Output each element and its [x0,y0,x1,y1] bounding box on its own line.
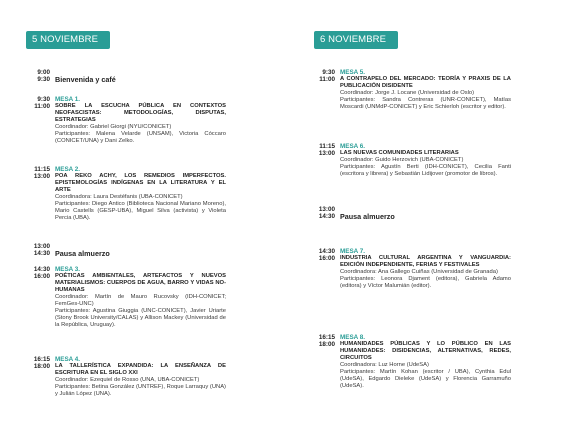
end-time: 11:00 [34,103,50,111]
session-label: MESA 4. [55,356,80,363]
session-label: MESA 5. [340,69,365,76]
start-time: 14:30 [33,266,50,273]
start-time: 9:30 [37,96,50,103]
end-time: 13:00 [318,150,335,158]
participants: Participantes: Sandra Contreras (UNR-CONICET), Matías Moscardi (UNMdP-CONICET) y Eric Schierloh (escritor y editor). [340,97,511,111]
break-title: Pausa almuerzo [55,249,110,258]
participants: Participantes: Martín Kohan (escritor / UBA), Cynthia Edul (UdeSA), Edgardo Dieleke (UdeSA) y Florencia Garramuño (UdeSA). [340,369,511,389]
time-range [315,248,335,262]
start-time: 16:15 [33,356,50,363]
end-time: 9:30 [37,76,50,84]
participants: Participantes: Agustín Berti (IDH-CONICET), Cecilia Fanti (escritora y librera) y Sebastián Lidijover (promotor de libros). [340,164,511,178]
end-time: 14:30 [318,213,335,221]
schedule-item [315,69,511,111]
schedule-item [30,96,226,145]
end-time: 11:00 [319,76,335,84]
session-label: MESA 2. [55,166,80,173]
session-title: HUMANIDADES PÚBLICAS Y LO PÚBLICO EN LAS HUMANIDADES: DISIDENCIAS, ALTERNATIVAS, REDES, CIRCUITOS [340,341,511,362]
start-time: 13:00 [33,243,50,250]
coordinator: Coordinador: Ezequiel de Rosso (UNA, UBA-CONICET) [55,377,200,384]
time-range [30,356,50,370]
break-title: Bienvenida y café [55,75,116,84]
time-range [30,166,50,180]
schedule-item [315,143,511,178]
coordinator: Coordinadora: Luz Horne (UdeSA) [340,361,429,368]
time-range [30,96,50,110]
session-label: MESA 3. [55,266,80,273]
participants: Participantes: Leonora Djament (editora), Gabriela Adamo (editora) y Víctor Malumián (editor). [340,276,511,290]
session-title: POÉTICAS AMBIENTALES, ARTEFACTOS Y NUEVOS MATERIALISMOS: CUERPOS DE AGUA, BARRO Y VIDAS NO-HUMANAS [55,273,226,294]
schedule-item [30,356,226,398]
start-time: 11:15 [319,143,335,150]
schedule-item [30,166,226,222]
start-time: 9:00 [37,69,50,76]
end-time: 16:00 [33,273,50,281]
coordinator: Coordinador: Gabriel Giorgi (NYU/CONICET) [55,123,172,130]
session-title: A CONTRAPELO DEL MERCADO: TEORÍA Y PRAXIS DE LA PUBLICACIÓN DISIDENTE [340,76,511,90]
session-label: MESA 6. [340,143,365,150]
schedule-item [30,69,226,87]
time-range [315,334,335,348]
day-header: 6 NOVIEMBRE [314,31,398,49]
time-range [315,69,335,83]
participants: Participantes: Betina González (UNTREF), Roque Larraquy (UNA) y Julián López (UNA). [55,384,226,398]
time-range [30,243,50,257]
end-time: 18:00 [318,341,335,349]
schedule-item [30,266,226,328]
day-header: 5 NOVIEMBRE [26,31,110,49]
time-range [315,206,335,220]
session-label: MESA 7. [340,248,365,255]
participants: Participantes: Agustina Giuggia (UNC-CONICET), Javier Uriarte (Stony Brook University/CALAS) y Allison Mackey (Universidad de la República, Uruguay). [55,308,226,328]
participants: Participantes: Malena Velarde (UNSAM), Victoria Cóccaro (CONICET/UNA) y Dani Zelko. [55,131,226,145]
end-time: 14:30 [33,250,50,258]
session-label: MESA 1. [55,96,80,103]
participants: Participantes: Diego Antico (Biblioteca Nacional Mariano Moreno), Mario Castells (GESP-UBA), Miguel Silva (activista) y Violeta Percia (UBA). [55,201,226,221]
start-time: 13:00 [318,206,335,213]
end-time: 18:00 [33,363,50,371]
session-title: INDUSTRIA CULTURAL ARGENTINA Y VANGUARDIA: EDICIÓN INDEPENDIENTE, FERIAS Y FESTIVALES [340,255,511,269]
start-time: 9:30 [322,69,335,76]
coordinator: Coordinador: Martín de Mauro Rucovsky (IDH-CONICET; FemGes-UNC) [55,293,226,307]
schedule-item [315,334,511,390]
coordinator: Coordinadora: Ana Gallego Cuiñas (Universidad de Granada) [340,269,498,276]
time-range [30,69,50,83]
coordinator: Coordinadora: Laura Destéfanis (UBA-CONICET) [55,193,183,200]
session-title: LA TALLERÍSTICA EXPANDIDA: LA ENSEÑANZA DE ESCRITURA EN EL SIGLO XXI [55,363,226,377]
schedule-item [315,206,511,224]
break-title: Pausa almuerzo [340,212,395,221]
schedule-item [315,248,511,290]
time-range [315,143,335,157]
session-title: LAS NUEVAS COMUNIDADES LITERARIAS [340,150,459,157]
session-title: POA REKO ACHY, LOS REMEDIOS IMPERFECTOS. EPISTEMOLOGÍAS INDÍGENAS EN LA LITERATURA Y EL ARTE [55,173,226,194]
end-time: 13:00 [33,173,50,181]
time-range [30,266,50,280]
session-title: SOBRE LA ESCUCHA PÚBLICA EN CONTEXTOS NEOFASCISTAS: METODOLOGÍAS, DISPUTAS, ESTRATEGIAS [55,103,226,124]
start-time: 14:30 [318,248,335,255]
coordinator: Coordinador: Guido Herzovich (UBA-CONICET) [340,157,464,164]
start-time: 11:15 [34,166,50,173]
end-time: 16:00 [318,255,335,263]
coordinator: Coordinador: Jorge J. Locane (Universidad de Oslo) [340,90,475,97]
start-time: 16:15 [318,334,335,341]
session-label: MESA 8. [340,334,365,341]
schedule-item [30,243,226,261]
